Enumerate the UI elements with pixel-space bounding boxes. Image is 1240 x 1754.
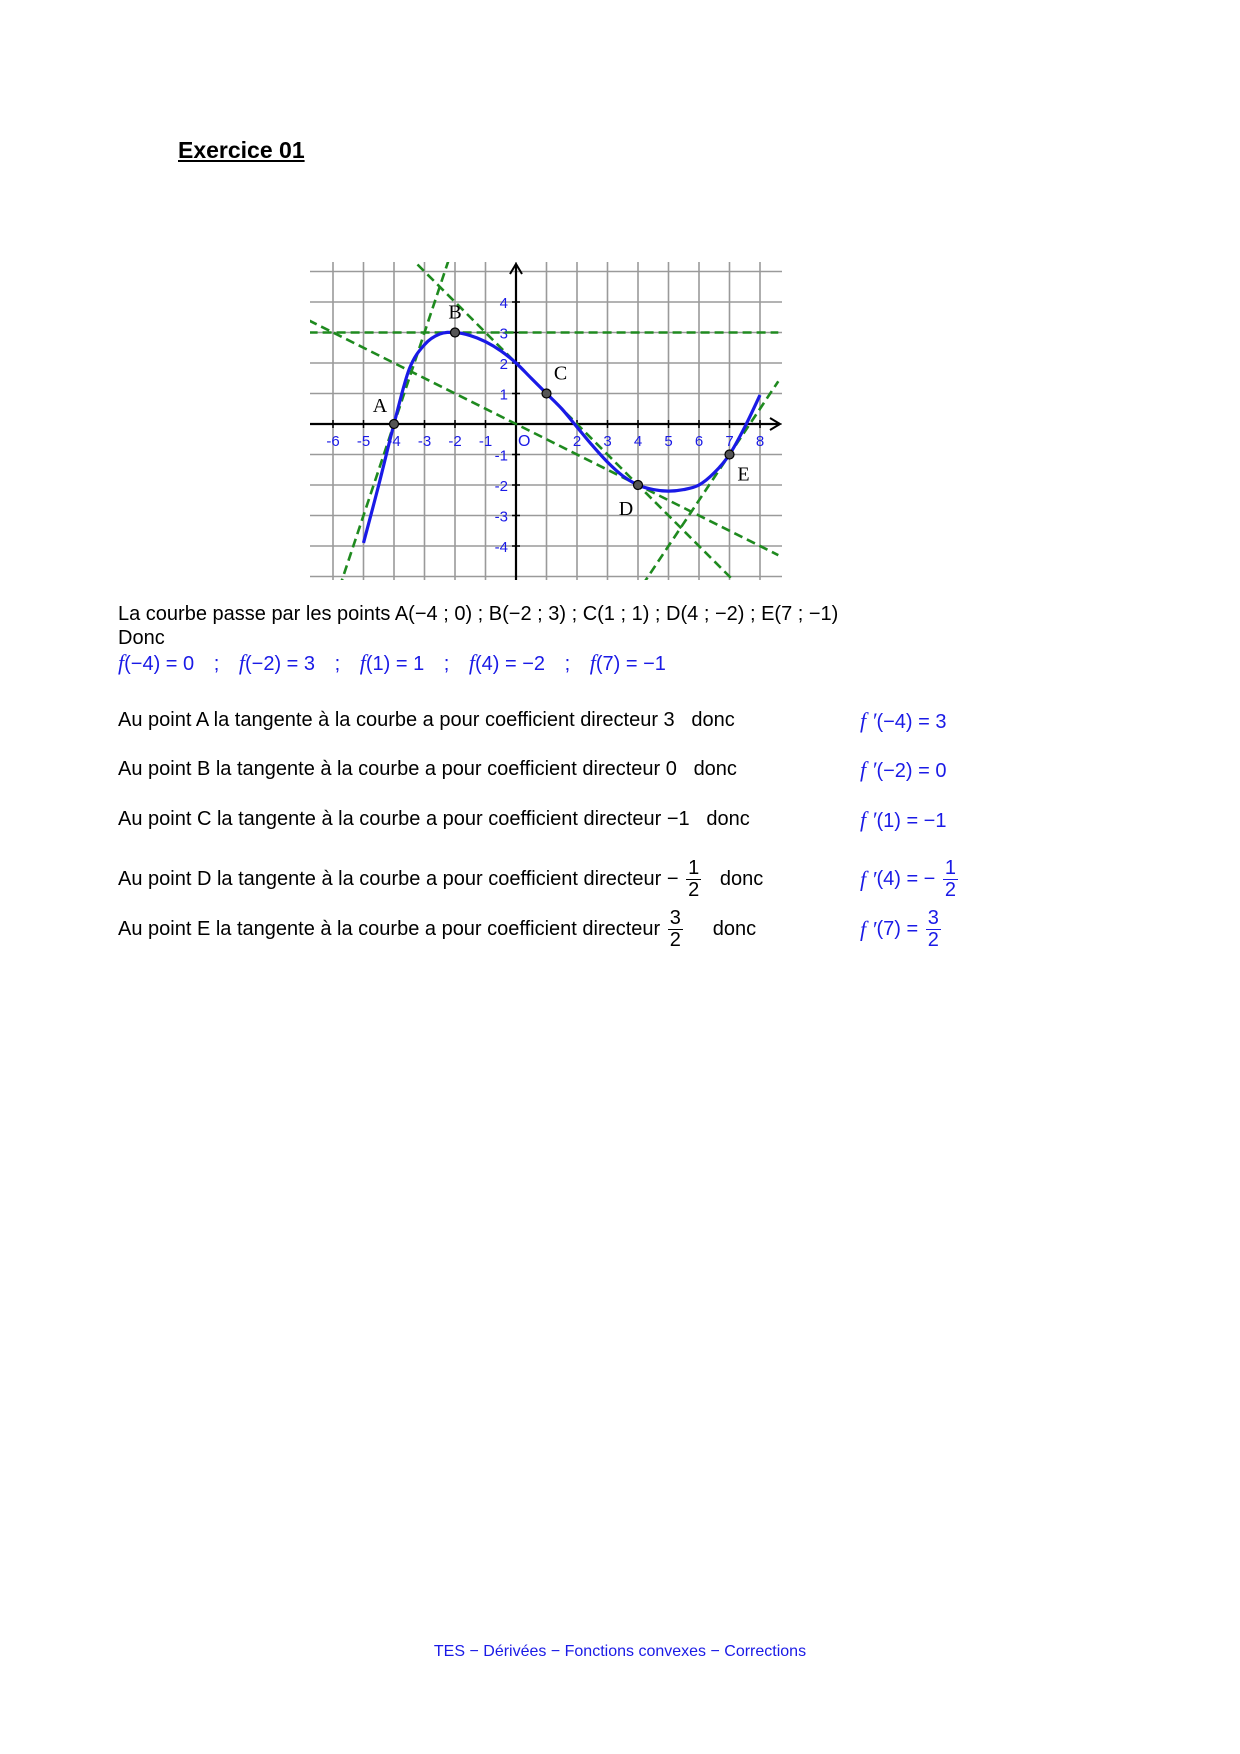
point-b bbox=[451, 328, 460, 337]
x-tick-label: 7 bbox=[725, 433, 734, 450]
value-item: f(−2) = 3 bbox=[238, 650, 316, 675]
x-tick-label: 5 bbox=[664, 433, 673, 450]
fraction: $\frac{1}{2}$ bbox=[688, 857, 700, 901]
value-item: f(−4) = 0 bbox=[118, 650, 195, 675]
origin-label: O bbox=[518, 433, 531, 450]
x-tick-label: 2 bbox=[572, 433, 582, 450]
tangent-row-e: Au point E la tangente à la courbe a pour coefficient directeur $\frac{3}{2}$ donc bbox=[118, 907, 757, 951]
y-tick-label: 2 bbox=[499, 356, 508, 373]
derivative-e: f ′(7) = $\frac{3}{2}$ bbox=[860, 907, 939, 951]
function-graph bbox=[310, 262, 782, 580]
intro-line: La courbe passe par les points A(−4 ; 0) ; B(−2 ; 3) ; C(1 ; 1) ; D(4 ; −2) ; E(7 ; −1) bbox=[118, 603, 839, 625]
x-tick-label: -2 bbox=[448, 433, 462, 450]
value-item: f(1) = 1 bbox=[359, 650, 425, 675]
function-values: f(−4) = 0 ; f(−2) = 3 ; f(1) = 1 ; f(4) = −2 ; f(7) = −1 bbox=[118, 650, 666, 675]
fraction: $\frac{3}{2}$ bbox=[927, 907, 939, 951]
value-item: f(4) = −2 bbox=[468, 650, 546, 675]
x-tick-label: -6 bbox=[326, 433, 340, 450]
tangent-row-a: Au point A la tangente à la courbe a pour coefficient directeur 3 donc bbox=[118, 709, 735, 731]
point-label-c: C bbox=[553, 362, 568, 385]
x-tick-label: 6 bbox=[694, 433, 704, 450]
donc-line: Donc bbox=[118, 627, 165, 649]
point-label-b: B bbox=[448, 301, 462, 324]
x-tick-label: 8 bbox=[755, 433, 765, 450]
x-tick-label: -5 bbox=[356, 433, 371, 450]
y-tick-label: -3 bbox=[494, 508, 508, 526]
y-tick-label: 1 bbox=[499, 386, 508, 404]
point-a bbox=[390, 420, 399, 429]
y-tick-label: 4 bbox=[499, 295, 508, 312]
derivative-a: f ′(−4) = 3 bbox=[860, 708, 947, 733]
tangent-line-a bbox=[310, 262, 778, 580]
y-tick-label: 3 bbox=[499, 325, 508, 343]
exercise-title: Exercice 01 bbox=[178, 137, 305, 163]
point-label-a: A bbox=[372, 395, 388, 417]
point-label-e: E bbox=[737, 463, 750, 486]
tangent-line-c bbox=[310, 262, 778, 580]
fraction: $\frac{1}{2}$ bbox=[944, 857, 957, 901]
point-d bbox=[634, 481, 643, 490]
x-tick-label: 4 bbox=[633, 433, 643, 450]
x-tick-label: -4 bbox=[387, 433, 401, 450]
y-tick-label: -2 bbox=[494, 478, 508, 495]
point-c bbox=[542, 389, 551, 398]
tangent-line-d bbox=[310, 320, 778, 555]
x-tick-label: -3 bbox=[417, 433, 432, 450]
page-footer: TES − Dérivées − Fonctions convexes − Corrections bbox=[433, 1643, 807, 1660]
x-tick-label: -1 bbox=[478, 433, 493, 450]
y-tick-label: -1 bbox=[494, 447, 508, 465]
y-tick-label: -4 bbox=[494, 539, 508, 556]
tangent-row-c: Au point C la tangente à la courbe a pour coefficient directeur −1 donc bbox=[118, 808, 750, 830]
derivative-c: f ′(1) = −1 bbox=[860, 807, 947, 832]
value-item: f(7) = −1 bbox=[589, 650, 666, 675]
tangent-row-b: Au point B la tangente à la courbe a pour coefficient directeur 0 donc bbox=[118, 758, 737, 780]
derivative-d: f ′(4) = − $\frac{1}{2}$ bbox=[860, 857, 957, 901]
tangent-row-d: Au point D la tangente à la courbe a pour coefficient directeur − $\frac{1}{2}$ donc bbox=[118, 857, 764, 901]
fraction: $\frac{3}{2}$ bbox=[669, 907, 681, 951]
point-e bbox=[725, 450, 734, 459]
derivative-b: f ′(−2) = 0 bbox=[860, 757, 947, 782]
x-tick-label: 3 bbox=[603, 433, 612, 450]
point-label-d: D bbox=[618, 498, 634, 520]
